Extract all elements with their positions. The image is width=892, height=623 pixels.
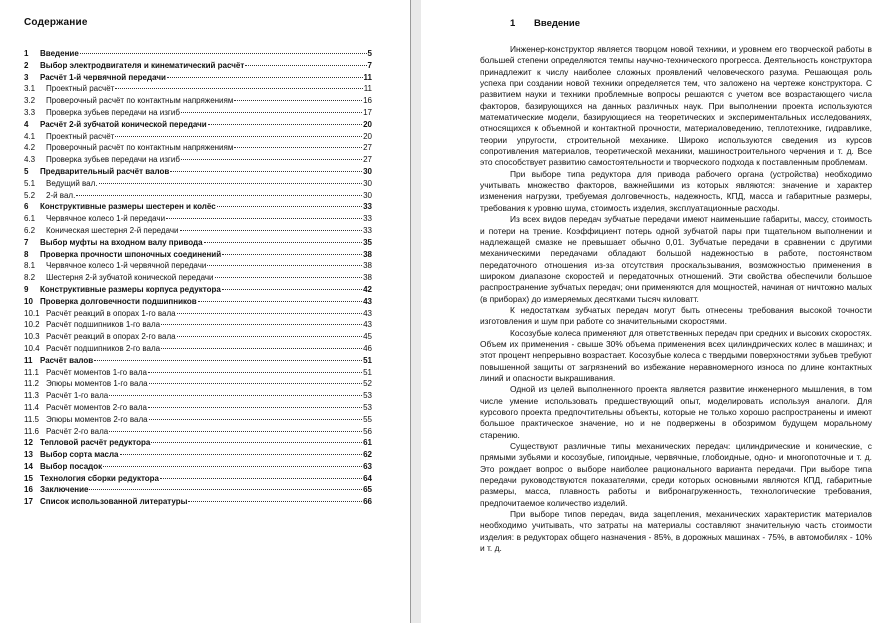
toc-entry-number: 14 bbox=[24, 461, 33, 471]
toc-entry-number: 11.6 bbox=[24, 426, 39, 436]
toc-entry-page: 33 bbox=[363, 214, 372, 224]
toc-entry-number: 3.1 bbox=[24, 84, 36, 94]
toc-entry-text: Заключение bbox=[40, 485, 89, 495]
toc-entry[interactable] bbox=[24, 343, 372, 355]
toc-entry-text: Червячное колесо 1-й передачи bbox=[46, 214, 166, 224]
toc-entry-text: Проверка зубьев передачи на изгиб bbox=[46, 107, 180, 117]
toc-entry-page: 38 bbox=[363, 249, 372, 259]
toc-entry-number: 12 bbox=[24, 438, 33, 448]
toc-entry-page: 43 bbox=[363, 296, 372, 306]
toc-dot-leader bbox=[109, 395, 362, 396]
toc-entry[interactable] bbox=[24, 437, 372, 449]
toc-entry-text: Конструктивные размеры корпуса редуктора bbox=[40, 284, 221, 294]
toc-entry-number: 11.2 bbox=[24, 379, 39, 389]
toc-entry-number: 13 bbox=[24, 450, 33, 460]
toc-entry-page: 43 bbox=[363, 320, 372, 330]
toc-entry-page: 53 bbox=[363, 391, 372, 401]
toc-entry-text: Проверка долговечности подшипников bbox=[40, 296, 197, 306]
toc-entry[interactable] bbox=[24, 131, 372, 143]
toc-entry-text: Ведущий вал. bbox=[46, 178, 98, 188]
toc-entry-number: 5 bbox=[24, 166, 29, 176]
toc-entry-text: Расчёт реакций в опорах 1-го вала bbox=[46, 308, 176, 318]
toc-dot-leader bbox=[109, 431, 362, 432]
toc-entry-text: Эпюры моментов 2-го вала bbox=[46, 414, 148, 424]
toc-entry-number: 10.2 bbox=[24, 320, 40, 330]
toc-entry-number: 5.1 bbox=[24, 178, 36, 188]
toc-dot-leader bbox=[222, 289, 362, 290]
toc-entry[interactable] bbox=[24, 308, 372, 320]
toc-dot-leader bbox=[180, 230, 363, 231]
toc-dot-leader bbox=[160, 478, 362, 479]
toc-entry-page: 53 bbox=[363, 402, 372, 412]
toc-entry-number: 3 bbox=[24, 72, 29, 82]
toc-entry-text: Червячное колесо 1-й червячной передачи bbox=[46, 261, 207, 271]
toc-dot-leader bbox=[149, 419, 363, 420]
toc-entry-page: 51 bbox=[363, 355, 372, 365]
toc-entry-page: 46 bbox=[363, 343, 372, 353]
toc-entry-text: Список использованной литературы bbox=[40, 497, 188, 507]
toc-entry-number: 3.2 bbox=[24, 96, 36, 106]
section-heading bbox=[510, 18, 580, 29]
toc-entry-text: Тепловой расчёт редуктора bbox=[40, 438, 151, 448]
toc-entry-text: Технология сборки редуктора bbox=[40, 473, 160, 483]
toc-entry-number: 11.3 bbox=[24, 391, 39, 401]
toc-entry[interactable] bbox=[24, 142, 372, 154]
toc-entry-number: 8 bbox=[24, 249, 29, 259]
toc-entry[interactable] bbox=[24, 367, 372, 379]
section-number: 1 bbox=[510, 18, 516, 29]
toc-entry[interactable] bbox=[24, 402, 372, 414]
toc-entry[interactable] bbox=[24, 260, 372, 272]
toc-dot-leader bbox=[170, 171, 362, 172]
toc-dot-leader bbox=[167, 77, 363, 78]
toc-entry-number: 16 bbox=[24, 485, 33, 495]
toc-entry-text: Шестерня 2-й зубчатой конической передачи bbox=[46, 273, 214, 283]
toc-entry-page: 17 bbox=[363, 107, 372, 117]
toc-entry-number: 6 bbox=[24, 202, 29, 212]
toc-entry-text: Расчёт 1-го вала bbox=[46, 391, 109, 401]
toc-entry-text: Введение bbox=[40, 49, 79, 58]
toc-entry-text: Проверочный расчёт по контактным напряжениям bbox=[46, 143, 234, 153]
toc-entry-text: Расчёт подшипников 2-го вала bbox=[46, 343, 161, 353]
toc-entry-number: 4.2 bbox=[24, 143, 36, 153]
toc-entry-number: 17 bbox=[24, 497, 33, 507]
toc-dot-leader bbox=[151, 442, 362, 443]
toc-dot-leader bbox=[115, 136, 362, 137]
toc-dot-leader bbox=[204, 242, 363, 243]
toc-entry-text: Конструктивные размеры шестерен и колёс bbox=[40, 202, 216, 212]
toc-entry-number: 4.3 bbox=[24, 155, 36, 165]
toc-dot-leader bbox=[76, 195, 362, 196]
toc-dot-leader bbox=[120, 454, 363, 455]
toc-entry-page: 45 bbox=[363, 332, 372, 342]
toc-dot-leader bbox=[161, 324, 362, 325]
toc-entry-page: 27 bbox=[363, 155, 372, 165]
page-table-of-contents bbox=[0, 0, 410, 623]
section-body bbox=[480, 44, 872, 554]
toc-entry[interactable] bbox=[24, 72, 372, 84]
toc-entry[interactable] bbox=[24, 473, 372, 485]
toc-entry[interactable] bbox=[24, 201, 372, 213]
toc-entry-number: 9 bbox=[24, 284, 29, 294]
section-title: Введение bbox=[534, 18, 581, 29]
toc-dot-leader bbox=[181, 112, 362, 113]
toc-dot-leader bbox=[161, 348, 362, 349]
toc-entry[interactable] bbox=[24, 48, 372, 60]
toc-entry-page: 42 bbox=[363, 284, 372, 294]
toc-dot-leader bbox=[80, 53, 367, 54]
toc-entry-page: 5 bbox=[367, 49, 372, 58]
toc-list bbox=[24, 48, 372, 508]
toc-entry-page: 52 bbox=[363, 379, 372, 389]
toc-dot-leader bbox=[188, 501, 362, 502]
toc-entry-text: Расчёт моментов 1-го вала bbox=[46, 367, 147, 377]
toc-entry-text: Расчёт валов bbox=[40, 355, 94, 365]
toc-entry-text: Эпюры моментов 1-го вала bbox=[46, 379, 148, 389]
toc-entry-page: 27 bbox=[363, 143, 372, 153]
toc-dot-leader bbox=[217, 206, 362, 207]
toc-entry-number: 5.2 bbox=[24, 190, 36, 200]
toc-entry[interactable] bbox=[24, 496, 372, 508]
toc-entry-number: 11 bbox=[24, 355, 33, 365]
toc-entry[interactable] bbox=[24, 272, 372, 284]
toc-entry-page: 20 bbox=[363, 119, 372, 129]
toc-dot-leader bbox=[149, 383, 363, 384]
toc-dot-leader bbox=[99, 183, 363, 184]
toc-entry[interactable] bbox=[24, 190, 372, 202]
toc-entry-text: Расчёт реакций в опорах 2-го вала bbox=[46, 332, 176, 342]
toc-entry[interactable] bbox=[24, 119, 372, 131]
toc-entry-page: 38 bbox=[363, 261, 372, 271]
toc-entry-page: 51 bbox=[363, 367, 372, 377]
toc-entry[interactable] bbox=[24, 319, 372, 331]
toc-entry-page: 16 bbox=[363, 96, 372, 106]
toc-entry[interactable] bbox=[24, 390, 372, 402]
paragraph: Существуют различные типы механических передач: цилиндрические и конические, с прямыми зубьями и косозубые, гипоидные, червячные, глобоидные, одно- и многопоточные и т. д. Это рождает вопрос о выборе наиболее рационального варианта передачи. При выборе типа передачи руководствуются показателями, среди которых основными являются КПД, габаритные размеры, масса, плавность работы и вибронагруженность, технологические требования, предпочитаемое количество изделий. bbox=[480, 441, 872, 508]
toc-entry-page: 33 bbox=[363, 202, 372, 212]
toc-entry[interactable] bbox=[24, 331, 372, 343]
toc-entry-text: Выбор муфты на входном валу привода bbox=[40, 237, 203, 247]
toc-entry-page: 38 bbox=[363, 273, 372, 283]
toc-dot-leader bbox=[181, 159, 362, 160]
toc-entry[interactable] bbox=[24, 484, 372, 496]
toc-entry-page: 61 bbox=[363, 438, 372, 448]
toc-entry-text: Выбор сорта масла bbox=[40, 450, 119, 460]
toc-entry-number: 11.4 bbox=[24, 402, 39, 412]
toc-entry-number: 6.2 bbox=[24, 225, 36, 235]
toc-entry-text: Проверка прочности шпоночных соединений bbox=[40, 249, 222, 259]
toc-dot-leader bbox=[245, 65, 366, 66]
toc-entry-text: Расчёт 2-го вала bbox=[46, 426, 109, 436]
toc-entry-number: 6.1 bbox=[24, 214, 36, 224]
paragraph: Косозубые колеса применяют для ответственных передач при средних и высоких скоростях. Объем их применения - свыше 30% объема применения всех цилиндрических колес в машинах; и этот процент непрерывно возрастает. Косозубые колеса с твердыми поверхностями зубьев требуют повышенной защиты от загрязнений во избежание неравномерного износа по длине контактных линий и опасности выкрашивания. bbox=[480, 327, 872, 383]
toc-entry-text: Выбор электродвигателя и кинематический расчёт bbox=[40, 60, 245, 70]
toc-entry-page: 30 bbox=[363, 190, 372, 200]
toc-entry-page: 30 bbox=[363, 178, 372, 188]
toc-dot-leader bbox=[166, 218, 362, 219]
toc-entry-text: 2-й вал. bbox=[46, 190, 76, 200]
toc-entry-page: 11 bbox=[363, 72, 372, 82]
toc-entry-number: 8.2 bbox=[24, 273, 36, 283]
toc-entry-page: 7 bbox=[367, 60, 372, 70]
toc-entry-number: 8.1 bbox=[24, 261, 36, 271]
toc-entry[interactable] bbox=[24, 237, 372, 249]
toc-entry-page: 62 bbox=[363, 450, 372, 460]
toc-entry[interactable] bbox=[24, 355, 372, 367]
toc-dot-leader bbox=[234, 100, 362, 101]
toc-entry-number: 4.1 bbox=[24, 131, 36, 141]
toc-entry[interactable] bbox=[24, 178, 372, 190]
toc-entry-number: 10.4 bbox=[24, 343, 40, 353]
toc-entry-page: 11 bbox=[363, 84, 372, 94]
toc-entry-text: Расчёт моментов 2-го вала bbox=[46, 402, 147, 412]
toc-entry-number: 4 bbox=[24, 119, 29, 129]
toc-entry-page: 56 bbox=[363, 426, 372, 436]
toc-entry-page: 66 bbox=[363, 497, 372, 507]
paragraph: К недостаткам зубчатых передач могут быть отнесены требования высокой точности изготовления и шум при работе со значительными скоростями. bbox=[480, 304, 872, 327]
toc-dot-leader bbox=[148, 407, 362, 408]
toc-entry-text: Расчёт 2-й зубчатой конической передачи bbox=[40, 119, 207, 129]
toc-entry-number: 3.3 bbox=[24, 107, 36, 117]
paragraph: При выборе типа редуктора для привода рабочего органа (устройства) необходимо учитывать множество факторов, важнейшими из которых являются: значение и характер изменения нагрузки, требуемая долговечность, надежность, КПД, масса и габаритные размеры, требования к уровню шума, стоимость изделия, эксплуатационные расходы. bbox=[480, 168, 872, 213]
toc-entry[interactable] bbox=[24, 284, 372, 296]
toc-entry-page: 30 bbox=[363, 166, 372, 176]
toc-entry[interactable] bbox=[24, 414, 372, 426]
toc-dot-leader bbox=[234, 147, 362, 148]
toc-entry[interactable] bbox=[24, 166, 372, 178]
toc-dot-leader bbox=[103, 466, 362, 467]
paragraph: При выборе типов передач, вида зацепления, механических характеристик материалов необходимо учитывать, что затраты на материалы составляют значительную часть стоимости изделия: в редукторах общего назначения - 85%, в дорожных машинах - 75%, в автомобилях - 10% и т. д. bbox=[480, 509, 872, 554]
toc-entry-page: 20 bbox=[363, 131, 372, 141]
toc-entry[interactable] bbox=[24, 107, 372, 119]
toc-entry-page: 43 bbox=[363, 308, 372, 318]
toc-entry-text: Проверка зубьев передачи на изгиб bbox=[46, 155, 180, 165]
toc-dot-leader bbox=[222, 254, 362, 255]
toc-entry-text: Коническая шестерня 2-й передачи bbox=[46, 225, 179, 235]
toc-dot-leader bbox=[198, 301, 362, 302]
toc-entry-page: 64 bbox=[363, 473, 372, 483]
toc-entry-page: 55 bbox=[363, 414, 372, 424]
toc-entry-page: 33 bbox=[363, 225, 372, 235]
toc-entry-text: Проектный расчёт bbox=[46, 131, 115, 141]
toc-dot-leader bbox=[177, 336, 362, 337]
toc-entry-number: 7 bbox=[24, 237, 29, 247]
toc-dot-leader bbox=[208, 124, 362, 125]
toc-dot-leader bbox=[215, 277, 363, 278]
toc-dot-leader bbox=[94, 360, 362, 361]
paragraph: Одной из целей выполненного проекта является развитие инженерного мышления, в том числе умение использовать предшествующий опыт, моделировать используя аналоги. Для курсового проекта предпочтительны объекты, которые не только хорошо распространены и имеют большое практическое значение, но и не подвержены в обозримом будущем моральному старению. bbox=[480, 384, 872, 440]
toc-entry-text: Проектный расчёт bbox=[46, 84, 115, 94]
toc-entry[interactable] bbox=[24, 461, 372, 473]
toc-entry[interactable] bbox=[24, 296, 372, 308]
toc-entry-text: Предварительный расчёт валов bbox=[40, 166, 170, 176]
toc-entry-number: 10 bbox=[24, 296, 33, 306]
toc-dot-leader bbox=[115, 88, 362, 89]
toc-entry[interactable] bbox=[24, 154, 372, 166]
toc-entry-number: 10.1 bbox=[24, 308, 40, 318]
toc-entry-number: 11.5 bbox=[24, 414, 39, 424]
toc-entry[interactable] bbox=[24, 213, 372, 225]
toc-entry[interactable] bbox=[24, 249, 372, 261]
toc-entry-page: 35 bbox=[363, 237, 372, 247]
toc-entry-text: Выбор посадок bbox=[40, 461, 103, 471]
toc-entry-text: Расчёт 1-й червячной передачи bbox=[40, 72, 166, 82]
toc-entry-number: 11.1 bbox=[24, 367, 39, 377]
page-introduction bbox=[421, 0, 892, 623]
toc-dot-leader bbox=[89, 489, 362, 490]
paragraph: Из всех видов передач зубчатые передачи имеют наименьшие габариты, массу, стоимость и потери на трение. Коэффициент потерь одной зубчатой пары при тщательном выполнении и надлежащей смазке не превышает обычно 0,01. Зубчатые передачи в сравнении с другими механическими передачами обладают большой надежностью в работе, постоянством передаточного отношения из-за отсутствия проскальзывания, возможностью применения в широком диапазоне скоростей и передаточных отношений. Эти свойства обеспечили большое распространение зубчатых передач; они применяются для мощностей, начиная от ничтожно малых (в приборах) до измеряемых десятками тысяч киловатт. bbox=[480, 214, 872, 304]
toc-dot-leader bbox=[148, 372, 362, 373]
toc-entry-number: 10.3 bbox=[24, 332, 40, 342]
toc-dot-leader bbox=[207, 265, 362, 266]
toc-entry[interactable] bbox=[24, 449, 372, 461]
toc-entry-text: Проверочный расчёт по контактным напряжениям bbox=[46, 96, 234, 106]
toc-title: Содержание bbox=[24, 17, 88, 28]
toc-entry[interactable] bbox=[24, 225, 372, 237]
toc-entry-number: 15 bbox=[24, 473, 33, 483]
toc-entry-text: Расчёт подшипников 1-го вала bbox=[46, 320, 161, 330]
toc-entry-number: 2 bbox=[24, 60, 29, 70]
toc-entry-page: 63 bbox=[363, 461, 372, 471]
toc-entry[interactable] bbox=[24, 95, 372, 107]
toc-entry[interactable] bbox=[24, 426, 372, 438]
toc-entry-page: 65 bbox=[363, 485, 372, 495]
toc-dot-leader bbox=[177, 313, 362, 314]
paragraph: Инженер-конструктор является творцом новой техники, и уровнем его творческой работы в большей степени определяются темпы научно-технического прогресса. Деятельность конструктора принадлежит к числу наиболее сложных проявлений человеческого разума. Решающая роль успеха при создании новой техники определяется тем, что заложено на чертеже конструктора. С развитием науки и техники проблемные вопросы решаются с учетом все возрастающего числа факторов, базирующихся на данных различных наук. При выполнении проекта используются математические модели, базирующиеся на теоретических и экспериментальных исследованиях, относящихся к объемной и контактной прочности, материаловедению, теплотехнике, гидравлике, теории упругости, строительной механике. Широко используются сведения из курсов сопротивления материалов, теоретической механики, машиностроительного черчения и т. д. Все это способствует развитию самостоятельности и творческого подхода к поставленным проблемам. bbox=[480, 44, 872, 168]
toc-entry-number: 1 bbox=[24, 49, 29, 58]
toc-entry[interactable] bbox=[24, 60, 372, 72]
toc-entry[interactable] bbox=[24, 83, 372, 95]
toc-entry[interactable] bbox=[24, 378, 372, 390]
